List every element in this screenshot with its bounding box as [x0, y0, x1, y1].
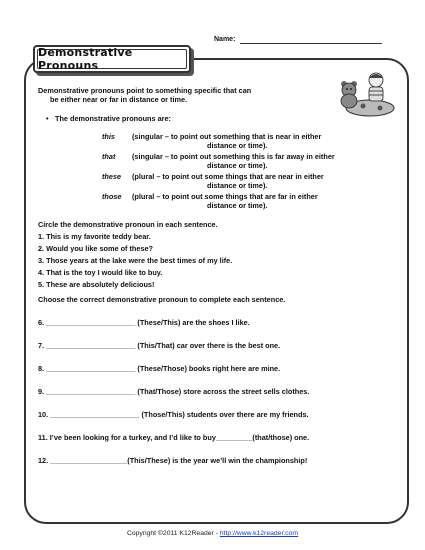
definition-text-cont: distance or time). — [207, 161, 268, 170]
sentence-list — [38, 232, 398, 289]
fill-in-list — [38, 318, 398, 465]
definition-word: these — [102, 172, 122, 181]
definition-item — [102, 172, 398, 190]
sentence-item[interactable]: 1. This is my favorite teddy bear. — [38, 232, 151, 241]
sentence-item[interactable]: 2. Would you like some of these? — [38, 244, 154, 253]
sentence-item[interactable]: 3. Those years at the lake were the best times of my life. — [38, 256, 233, 265]
definition-text-cont: distance or time). — [207, 181, 268, 190]
bullet-dot-icon: • — [46, 114, 49, 123]
bullet-item — [38, 114, 398, 123]
page-title: Demonstrative Pronouns — [37, 49, 187, 69]
fill-item[interactable]: 9. ______________________ (That/Those) store across the street sells clothes. — [38, 387, 310, 396]
definition-word: this — [102, 132, 115, 141]
intro-line-2: be either near or far in distance or time. — [50, 95, 188, 104]
bullet-text: The demonstrative pronouns are: — [55, 114, 171, 123]
sentence-item[interactable]: 5. These are absolutely delicious! — [38, 280, 155, 289]
definition-item — [102, 132, 398, 150]
fill-item[interactable]: 12. ___________________(This/These) is the year we’ll win the championship! — [38, 456, 308, 465]
definition-word: those — [102, 192, 122, 201]
name-field[interactable] — [214, 36, 235, 43]
definition-text: (plural – to point out some things that are near in either — [132, 172, 324, 181]
name-label: Name: — [214, 36, 236, 43]
definitions-list — [38, 132, 398, 210]
definition-text: (singular – to point out something this is far away in either — [132, 152, 335, 161]
footer — [0, 530, 425, 537]
section1-instruction: Circle the demonstrative pronoun in each sentence. — [38, 220, 218, 229]
footer-copyright: Copyright ©2011 K12Reader - — [126, 530, 220, 537]
footer-link[interactable]: http://www.k12reader.com — [219, 530, 299, 537]
definition-text: (plural – to point out some things that are far in either — [132, 192, 318, 201]
definition-item — [102, 152, 398, 170]
title-box — [33, 45, 191, 73]
definition-item — [102, 192, 398, 210]
definition-text: (singular – to point out something that is near in either — [132, 132, 322, 141]
fill-item[interactable]: 6. ______________________ (These/This) are the shoes I like. — [38, 318, 250, 327]
name-underline[interactable] — [240, 43, 382, 44]
definition-word: that — [102, 152, 116, 161]
fill-item[interactable]: 8. ______________________ (These/Those) books right here are mine. — [38, 364, 281, 373]
fill-item[interactable]: 11. I’ve been looking for a turkey, and I’d like to buy_________(that/those) one. — [38, 433, 310, 442]
intro-paragraph — [38, 86, 318, 104]
definition-text-cont: distance or time). — [207, 201, 268, 210]
worksheet-content — [38, 86, 398, 479]
definition-text-cont: distance or time). — [207, 141, 268, 150]
section2-instruction: Choose the correct demonstrative pronoun to complete each sentence. — [38, 295, 286, 304]
sentence-item[interactable]: 4. That is the toy I would like to buy. — [38, 268, 163, 277]
intro-line-1: Demonstrative pronouns point to something specific that can — [38, 86, 252, 95]
fill-item[interactable]: 10. ______________________ (Those/This) students over there are my friends. — [38, 410, 309, 419]
fill-item[interactable]: 7. ______________________ (This/That) car over there is the best one. — [38, 341, 281, 350]
